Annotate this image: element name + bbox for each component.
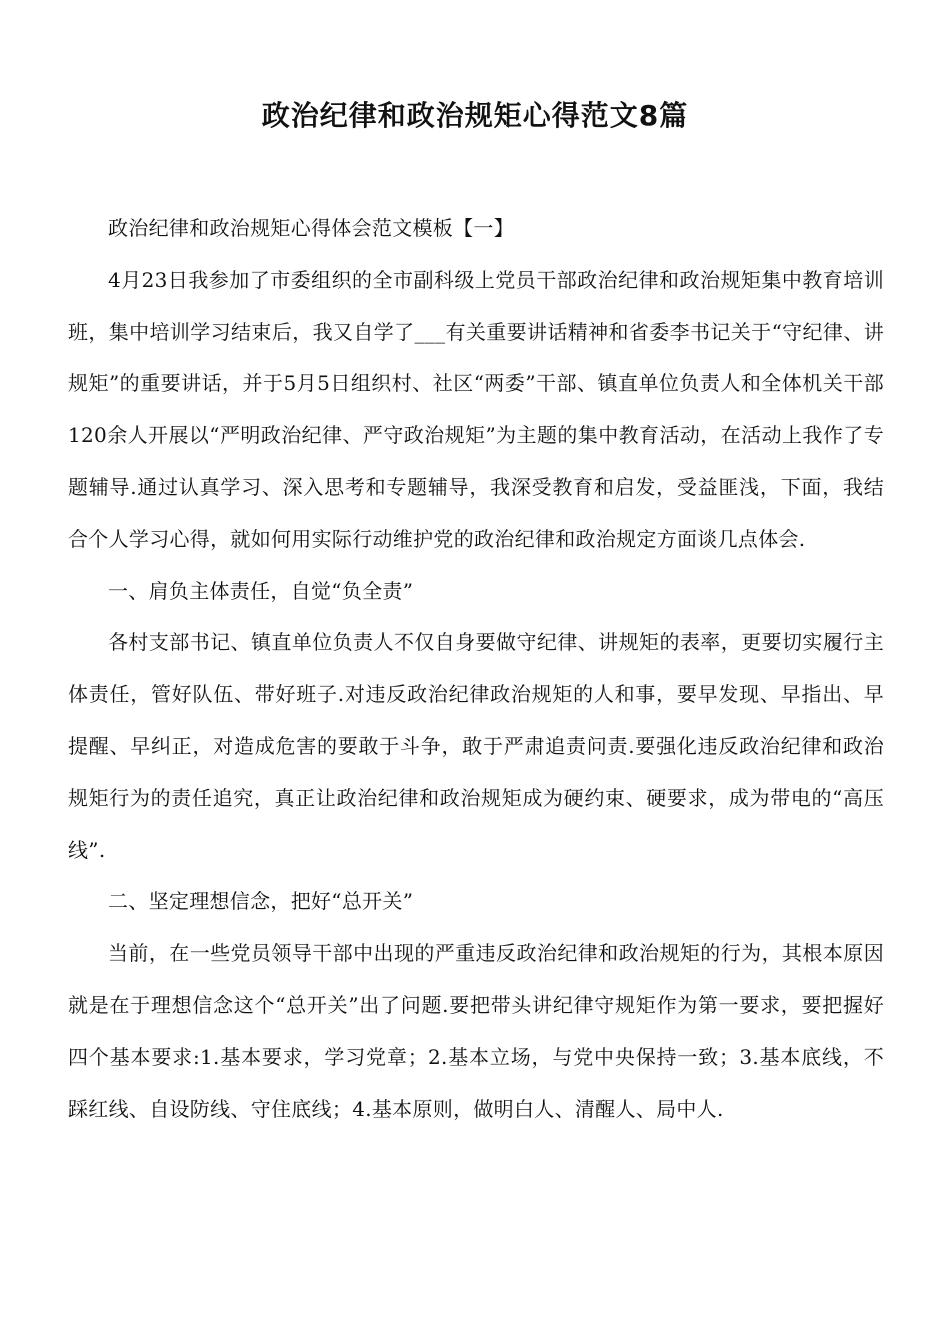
section-heading: 一、肩负主体责任，自觉“负全责” xyxy=(108,578,414,603)
document-body xyxy=(68,203,884,1135)
document-title: 政治纪律和政治规矩心得范文8篇 xyxy=(261,99,689,132)
body-paragraph: 当前，在一些党员领导干部中出现的严重违反政治纪律和政治规矩的行为，其根本原因就是在于理想信念这个“总开关”出了问题.要把带头讲纪律守规矩作为第一要求，要把握好四个基本要求:1.基本要求，学习党章；2.基本立场，与党中央保持一致；3.基本底线，不踩红线、自设防线、守住底线；4.基本原则，做明白人、清醒人、局中人. xyxy=(68,941,884,1121)
section-heading: 政治纪律和政治规矩心得体会范文模板【一】 xyxy=(108,216,514,240)
body-paragraph: 4月23日我参加了市委组织的全市副科级上党员干部政治纪律和政治规矩集中教育培训班，集中培训学习结束后，我又自学了___有关重要讲话精神和省委李书记关于“守纪律、讲规矩”的重要讲话，并于5月5日组织村、社区“两委”干部、镇直单位负责人和全体机关干部120余人开展以“严明政治纪律、严守政治规矩”为主题的集中教育活动，在活动上我作了专题辅导.通过认真学习、深入思考和专题辅导，我深受教育和启发，受益匪浅，下面，我结合个人学习心得，就如何用实际行动维护党的政治纪律和政治规定方面谈几点体会. xyxy=(68,267,884,551)
body-paragraph: 各村支部书记、镇直单位负责人不仅自身要做守纪律、讲规矩的表率，更要切实履行主体责任，管好队伍、带好班子.对违反政治纪律政治规矩的人和事，要早发现、早指出、早提醒、早纠正，对造成危害的要敢于斗争，敢于严肃追责问责.要强化违反政治纪律和政治规矩行为的责任追究，真正让政治纪律和政治规矩成为硬约束、硬要求，成为带电的“高压线”. xyxy=(68,630,884,862)
section-heading: 二、坚定理想信念，把好“总开关” xyxy=(108,889,414,914)
